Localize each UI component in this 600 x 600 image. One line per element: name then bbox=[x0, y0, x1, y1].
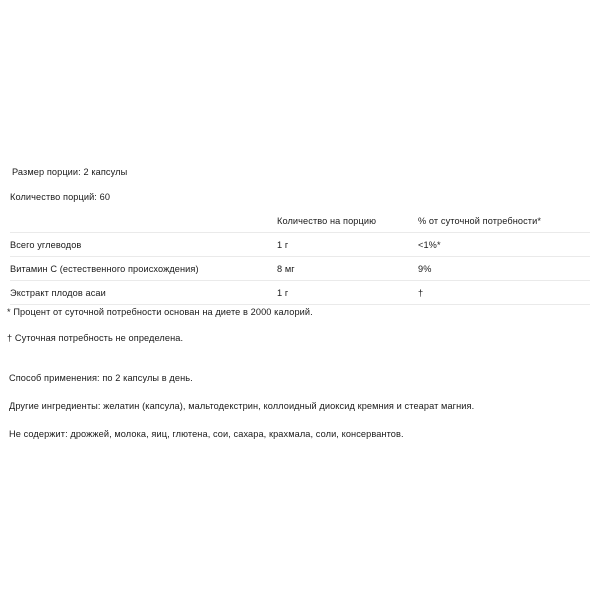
table-row bbox=[10, 281, 590, 305]
nutrient-name: Экстракт плодов асаи bbox=[10, 281, 277, 305]
nutrient-daily-value: <1%* bbox=[418, 233, 590, 257]
serving-info-block bbox=[0, 166, 600, 204]
header-daily-value: % от суточной потребности* bbox=[418, 209, 590, 233]
header-amount-per-serving: Количество на порцию bbox=[277, 209, 418, 233]
servings-per-container-label: Количество порций: 60 bbox=[10, 192, 111, 202]
footnote-daily-value: * Процент от суточной потребности основан на диете в 2000 калорий. bbox=[7, 307, 313, 317]
other-ingredients-note: Другие ингредиенты: желатин (капсула), мальтодекстрин, коллоидный диоксид кремния и стеарат магния. bbox=[9, 401, 475, 411]
supplement-facts-table bbox=[10, 209, 590, 305]
nutrient-amount: 1 г bbox=[277, 281, 418, 305]
table-header-row bbox=[10, 209, 590, 233]
nutrient-amount: 1 г bbox=[277, 233, 418, 257]
nutrient-name: Всего углеводов bbox=[10, 233, 277, 257]
footnotes-block bbox=[7, 306, 593, 345]
nutrient-amount: 8 мг bbox=[277, 257, 418, 281]
serving-size-label: Размер порции: 2 капсулы bbox=[12, 167, 128, 177]
notes-block bbox=[9, 372, 597, 441]
header-nutrient-name bbox=[10, 209, 277, 233]
nutrient-daily-value: † bbox=[418, 281, 590, 305]
directions-note: Способ применения: по 2 капсулы в день. bbox=[9, 373, 193, 383]
table-row bbox=[10, 257, 590, 281]
nutrient-name: Витамин C (естественного происхождения) bbox=[10, 257, 277, 281]
free-from-note: Не содержит: дрожжей, молока, яиц, глютена, сои, сахара, крахмала, соли, консервантов. bbox=[9, 429, 404, 439]
table-row bbox=[10, 233, 590, 257]
nutrient-daily-value: 9% bbox=[418, 257, 590, 281]
footnote-dagger: † Суточная потребность не определена. bbox=[7, 333, 184, 343]
